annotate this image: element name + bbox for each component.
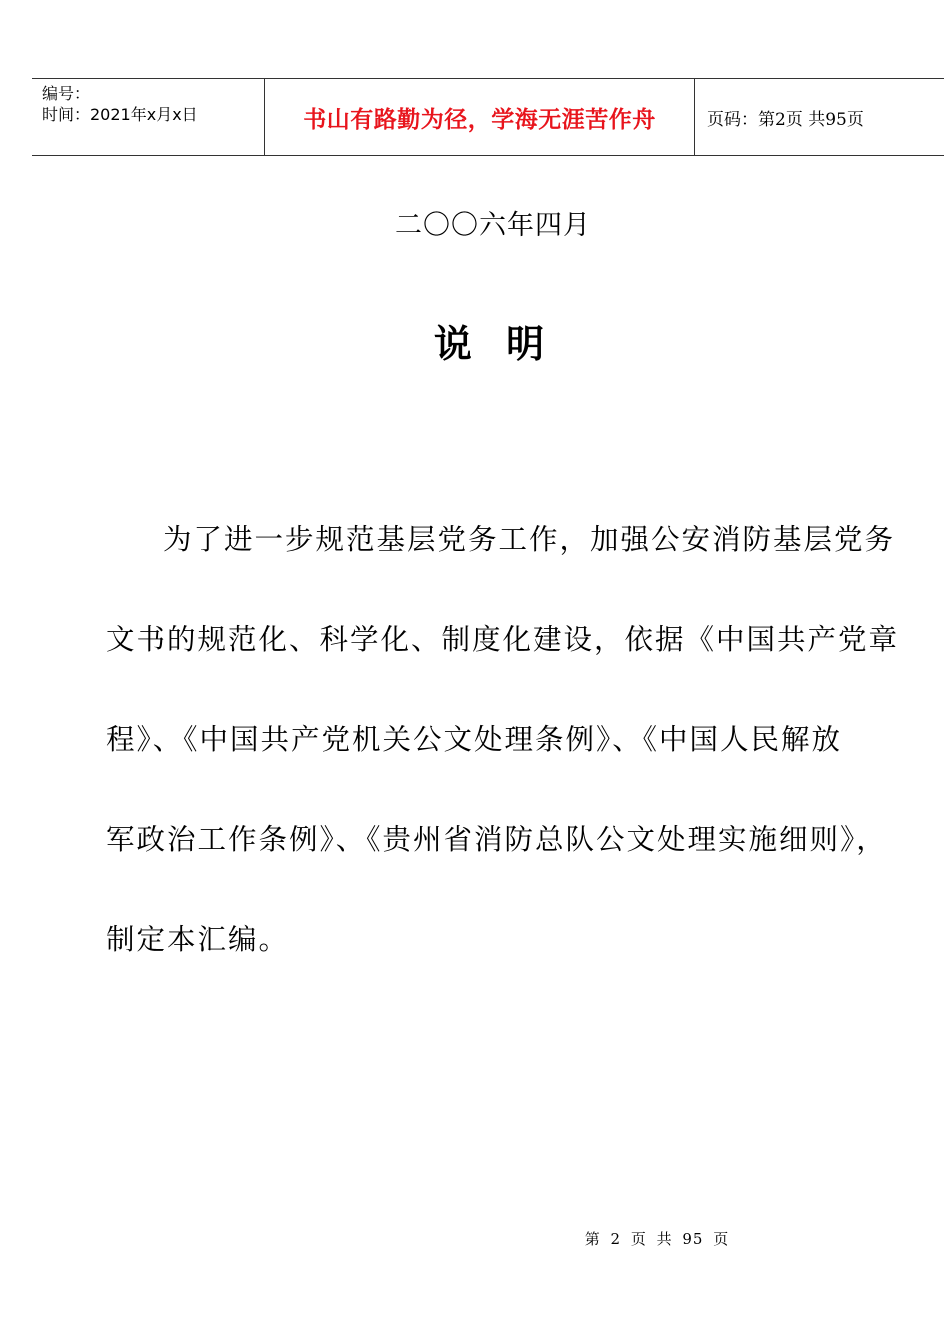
page-footer: 第 2 页 共 95 页 [584, 1230, 730, 1248]
header-slogan: 书山有路勤为径，学海无涯苦作舟 [303, 105, 656, 133]
document-number-label: 编号： [42, 84, 91, 103]
document-title: 说明 [433, 321, 579, 366]
page-header [32, 78, 944, 156]
paragraph-line: 文书的规范化、科学化、制度化建设，依据《中国共产党章 [106, 623, 900, 656]
header-slogan-cell [265, 79, 695, 155]
document-date: 二〇〇六年四月 [395, 210, 591, 241]
header-page-info: 页码：第2页 共95页 [707, 109, 864, 130]
paragraph-line: 为了进一步规范基层党务工作，加强公安消防基层党务 [163, 523, 896, 556]
header-page-cell [695, 79, 944, 155]
header-meta-cell [32, 79, 265, 155]
paragraph-line: 程》、《中国共产党机关公文处理条例》、《中国人民解放 [106, 723, 843, 756]
paragraph-line: 军政治工作条例》、《贵州省消防总队公文处理实施细则》， [106, 823, 887, 856]
paragraph-line: 制定本汇编。 [106, 923, 290, 956]
document-time-label: 时间：2021年x月x日 [42, 105, 198, 124]
